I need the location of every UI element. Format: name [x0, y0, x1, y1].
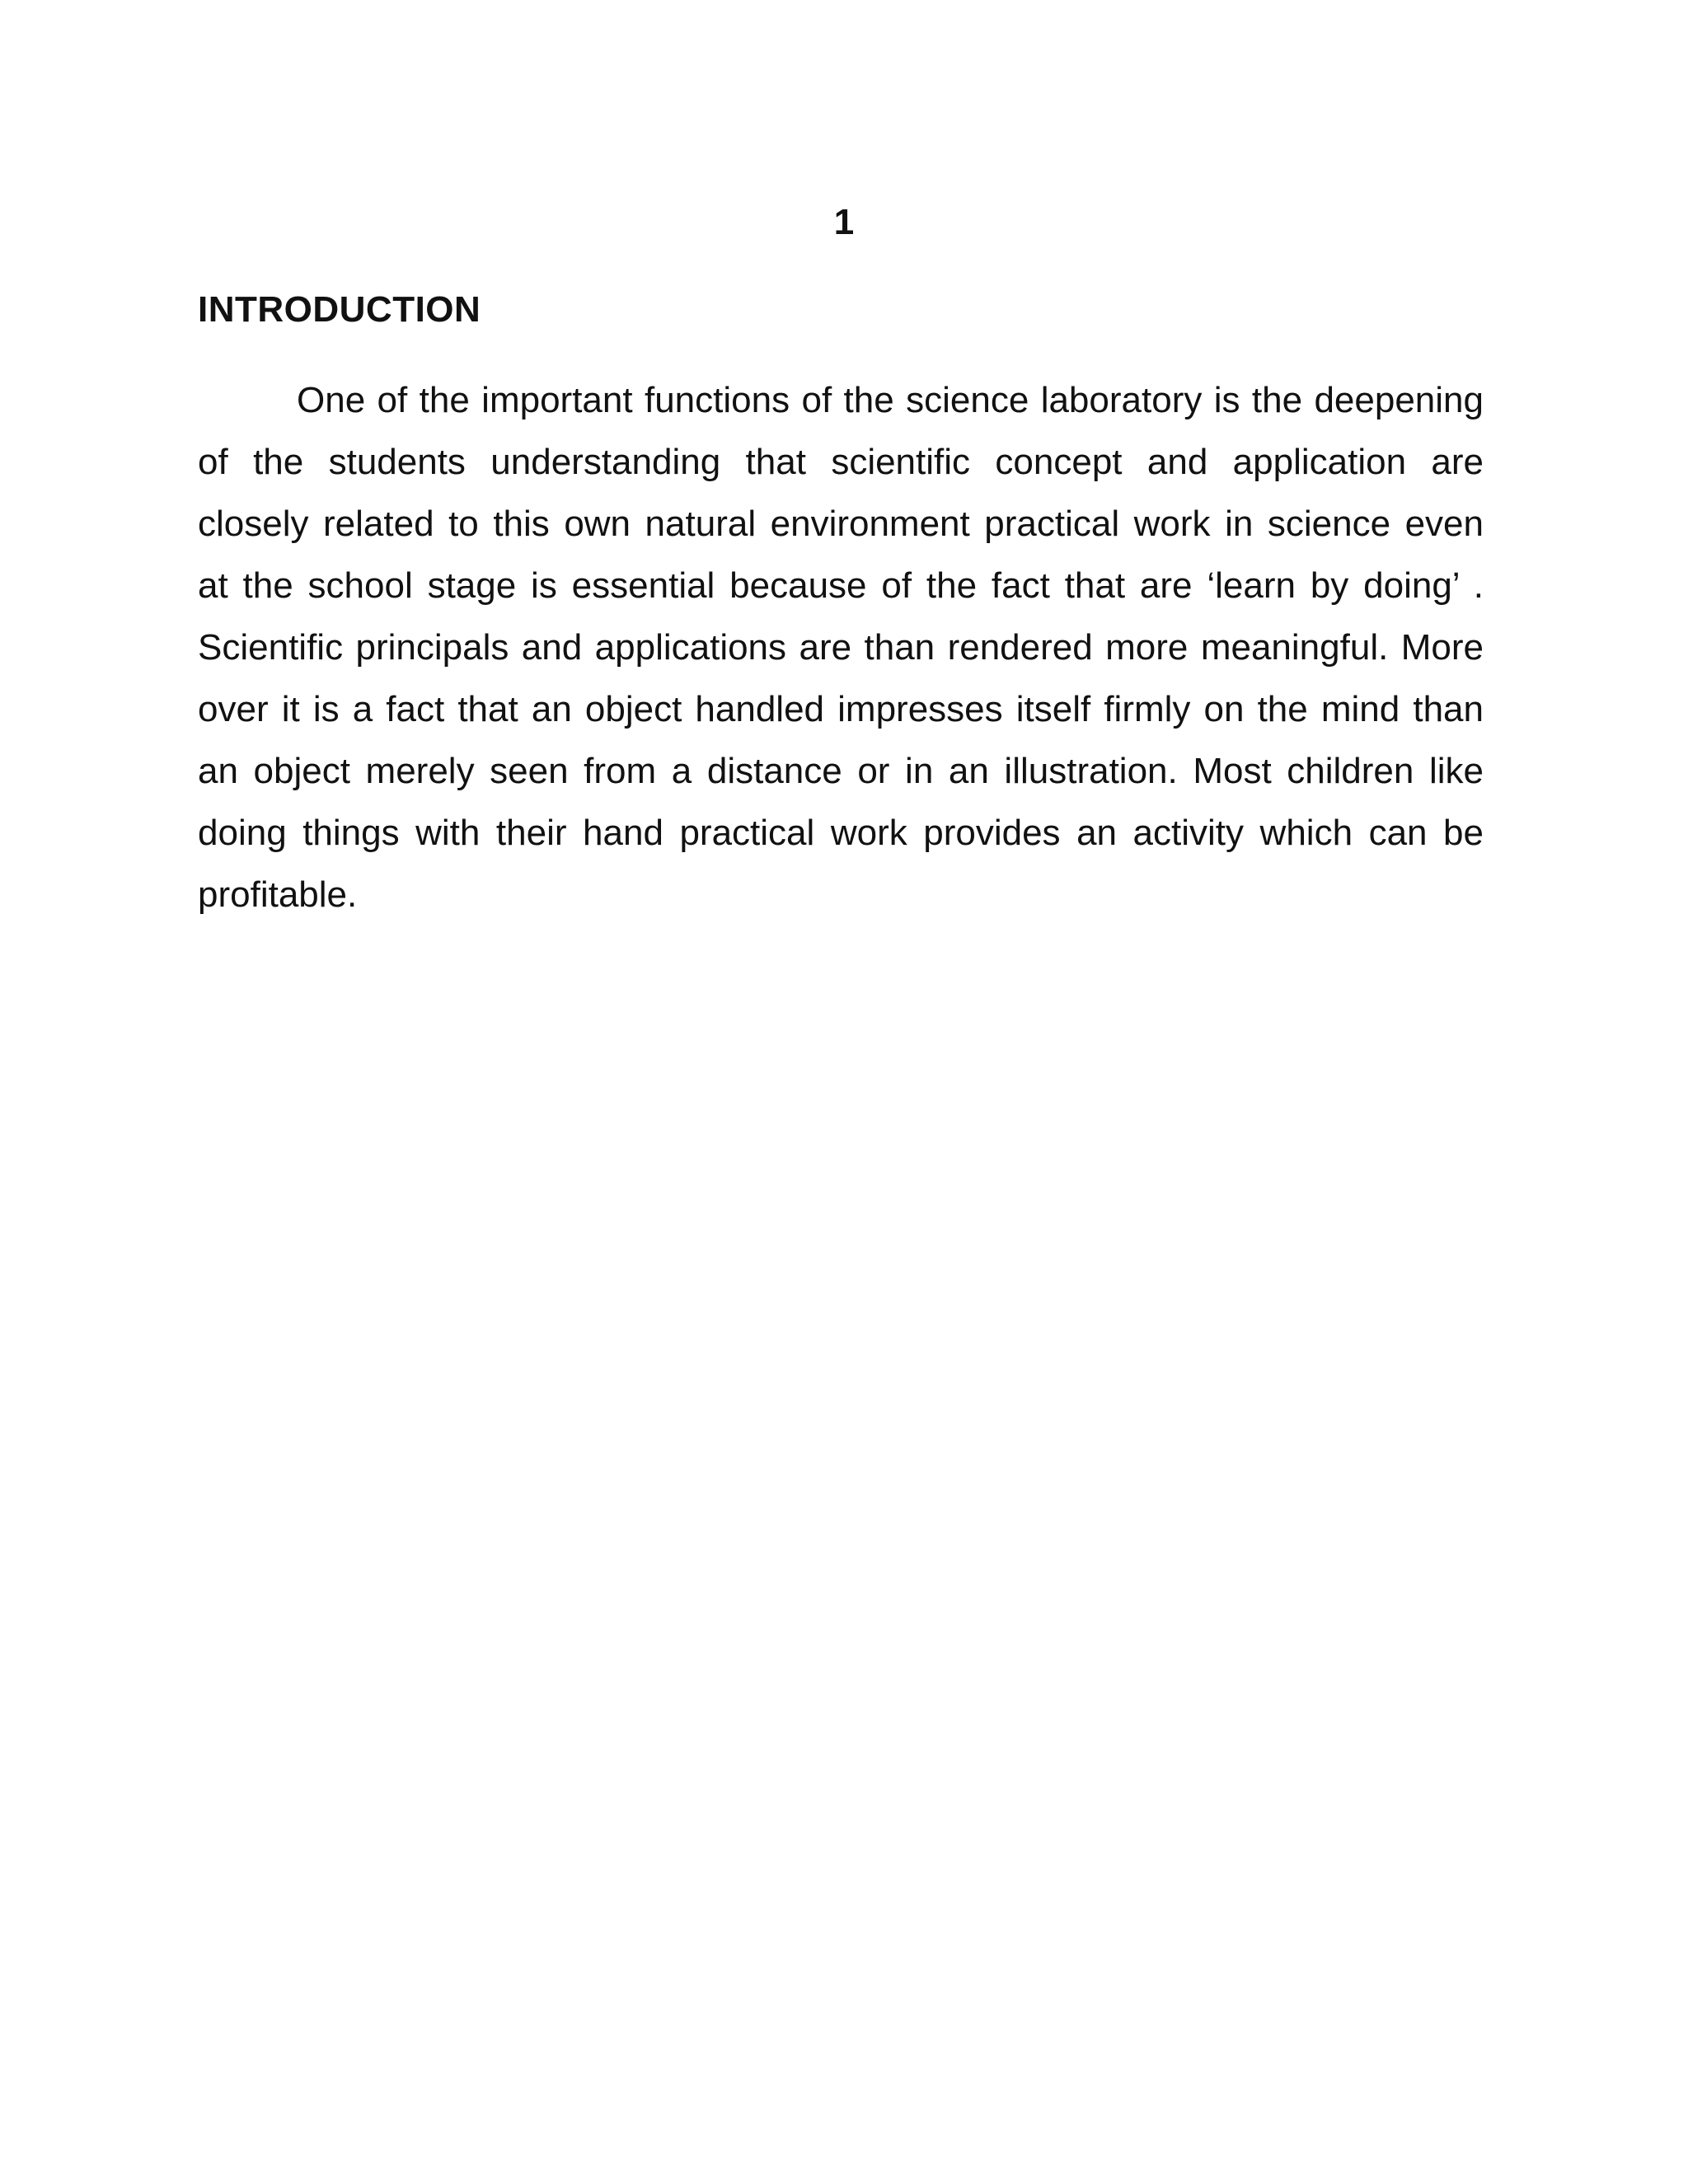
section-heading: INTRODUCTION	[198, 289, 481, 330]
body-paragraph: One of the important functions of the science laboratory is the deepening of the students understanding that scientific concept and application are closely related to this own natural environment practical work in science even at the school stage is essential because of the fact that are ‘learn by doing’ . Scientific principals and applications are than rendered more meaningful. More over it is a fact that an object handled impresses itself firmly on the mind than an object merely seen from a distance or in an illustration. Most children like doing things with their hand practical work provides an activity which can be profitable.	[198, 380, 1484, 915]
chapter-number: 1	[833, 202, 855, 242]
